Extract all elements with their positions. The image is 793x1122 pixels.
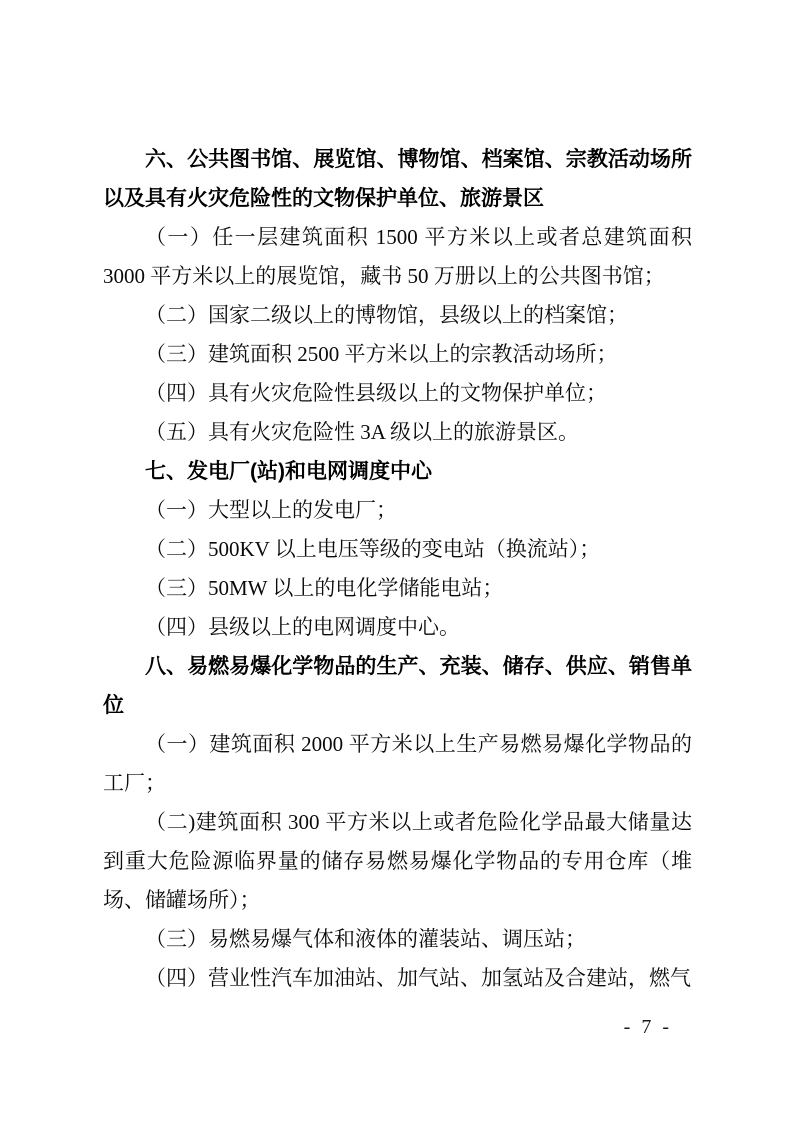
paragraph: （一）建筑面积 2000 平方米以上生产易燃易爆化学物品的工厂； [103, 732, 692, 795]
section-heading: 六、公共图书馆、展览馆、博物馆、档案馆、宗教活动场所以及具有火灾危险性的文物保护单位、旅游景区 [103, 148, 692, 210]
document-body [103, 140, 692, 998]
paragraph: （五）具有火灾危险性 3A 级以上的旅游景区。 [145, 420, 580, 444]
paragraph: （一）任一层建筑面积 1500 平方米以上或者总建筑面积 3000 平方米以上的展览馆，藏书 50 万册以上的公共图书馆； [103, 225, 692, 288]
paragraph: （四）县级以上的电网调度中心。 [145, 615, 460, 639]
page-number: - 7 - [623, 1016, 672, 1038]
paragraph: （二）国家二级以上的博物馆，县级以上的档案馆； [145, 303, 628, 327]
section-heading: 七、发电厂(站)和电网调度中心 [145, 460, 432, 483]
paragraph: （二)建筑面积 300 平方米以上或者危险化学品最大储量达到重大危险源临界量的储存易燃易爆化学物品的专用仓库（堆场、储罐场所）； [103, 810, 692, 912]
paragraph: （四）具有火灾危险性县级以上的文物保护单位； [145, 381, 607, 405]
paragraph: （二）500KV 以上电压等级的变电站（换流站）； [145, 537, 601, 561]
section-heading: 八、易燃易爆化学物品的生产、充装、储存、供应、销售单位 [103, 655, 692, 717]
paragraph: （三）50MW 以上的电化学储能电站； [145, 576, 504, 600]
paragraph: （三）易燃易爆气体和液体的灌装站、调压站； [145, 927, 586, 951]
paragraph: （一）大型以上的发电厂； [145, 498, 397, 522]
paragraph: （三）建筑面积 2500 平方米以上的宗教活动场所； [145, 342, 618, 366]
paragraph: （四）营业性汽车加油站、加气站、加氢站及合建站，燃气 [145, 966, 691, 990]
